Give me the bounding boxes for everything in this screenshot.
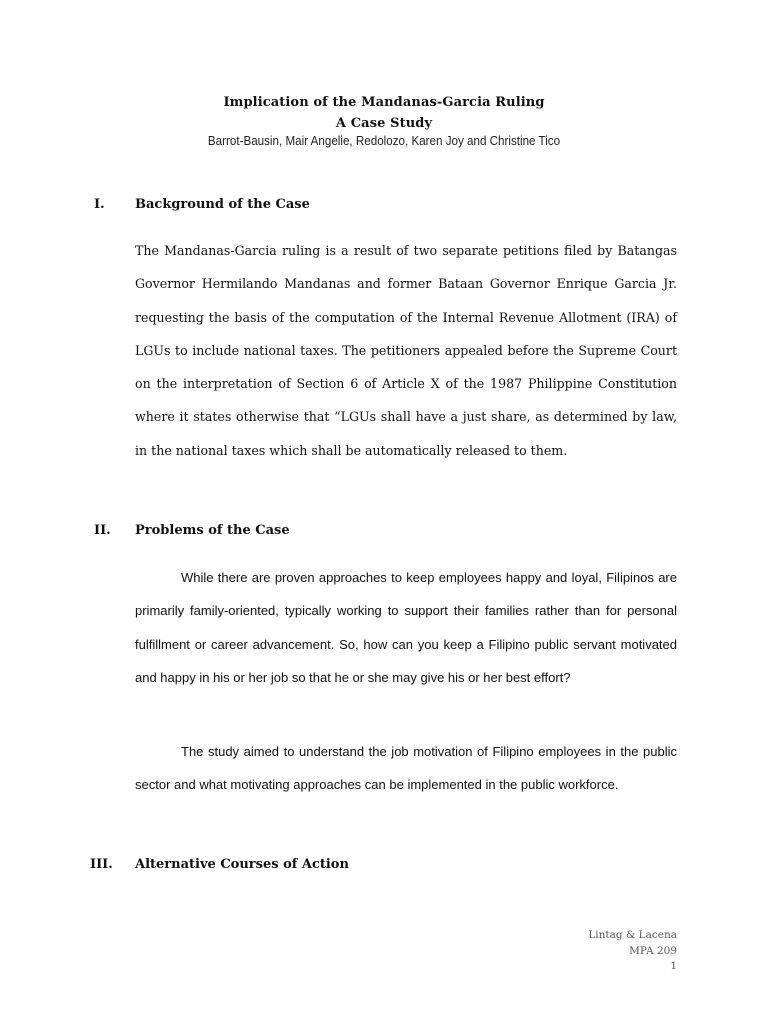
page-footer xyxy=(477,928,677,975)
paragraph-text: While there are proven approaches to keep employees happy and loyal, Filipinos are primarily family-oriented, typically working to support their families rather than for personal fulfillment or career advancement. So, how can you keep a Filipino public servant motivated and happy in his or her job so that he or she may give his or her best effort? xyxy=(135,570,677,685)
document-subtitle: A Case Study xyxy=(335,116,433,131)
footer-course: MPA 209 xyxy=(629,944,677,957)
paragraph-text: The study aimed to understand the job motivation of Filipino employees in the public sector and what motivating approaches can be implemented in the public workforce. xyxy=(135,744,677,793)
document-authors: Barrot-Bausin, Mair Angelie, Redolozo, Karen Joy and Christine Tico xyxy=(207,134,561,148)
document-title: Implication of the Mandanas-Garcia Ruling xyxy=(223,95,545,110)
section-heading: Background of the Case xyxy=(135,197,310,212)
section-paragraph xyxy=(135,735,677,802)
section-paragraph: The Mandanas-Garcia ruling is a result of two separate petitions filed by Batangas Governor Hermilando Mandanas and former Bataan Governor Enrique Garcia Jr. requesting the basis of the computation of the Internal Revenue Allotment (IRA) of LGUs to include national taxes. The petitioners appealed before the Supreme Court on the interpretation of Section 6 of Article X of the 1987 Philippine Constitution where it states otherwise that “LGUs shall have a just share, as determined by law, in the national taxes which shall be automatically released to them. xyxy=(135,243,677,458)
section-number: II. xyxy=(94,523,111,538)
page-number: 1 xyxy=(670,960,677,972)
section-heading: Alternative Courses of Action xyxy=(135,857,349,872)
section-number: I. xyxy=(94,197,105,212)
section-heading: Problems of the Case xyxy=(135,523,290,538)
section-number: III. xyxy=(90,857,113,872)
section-paragraph xyxy=(135,561,677,694)
footer-authors: Lintag & Lacena xyxy=(588,929,677,941)
